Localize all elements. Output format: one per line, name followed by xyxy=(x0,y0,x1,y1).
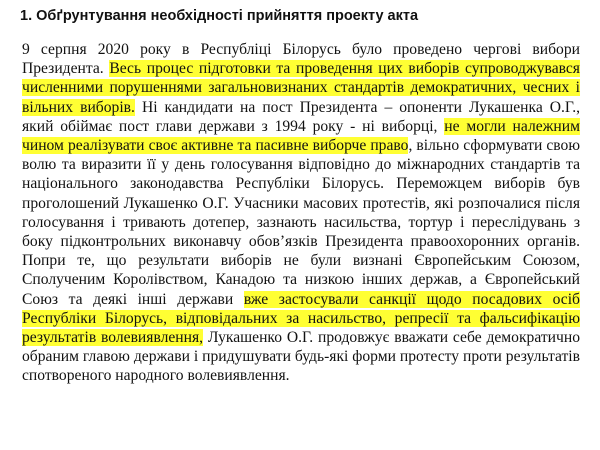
highlighted-text: Весь процес підготовки та проведення цих виборів супроводжувався численними порушеннями загальновизнаних стандартів демократичних, чесних і вільних виборів. xyxy=(22,60,580,116)
text-segment: Лукашенко О.Г. продовжує вважати себе демократично обраним главою держави і придушувати будь-які форми протесту проти результатів спотвореного народного волевиявлення. xyxy=(22,329,580,385)
section-heading: 1. Обґрунтування необхідності прийняття проекту акта xyxy=(20,8,419,24)
text-segment: Ні кандидати на пост Президента – опоненти Лукашенка О.Г., який обіймає пост глави держави з 1994 року - ні виборці, xyxy=(22,98,580,135)
text-segment: , вільно сформувати свою волю та виразити її у день голосування відповідно до міжнародних стандартів та національного законодавства Республіки Білорусь. Переможцем виборів був проголошений Лукашенко О.Г. Учасники масових протестів, які розпочалися після голосування і тривають дотепер, зазнають насильства, тортур і переслідувань з боку підконтрольних виконавчу обов’язків Президента правоохоронних органів. Попри те, що результати виборів не були визнані Європейським Союзом, Сполученим Королівством, Канадою та низкою інших держав, а Європейський Союз та деякі інші держави xyxy=(22,137,580,308)
highlighted-text: не могли належним чином реалізувати своє активне та пасивне виборче право xyxy=(22,117,580,155)
body-paragraph xyxy=(20,40,580,386)
text-segment: 9 серпня 2020 року в Республіці Білорусь було проведено чергові вибори Президента. xyxy=(22,41,580,78)
highlighted-text: вже застосували санкції щодо посадових осіб Республіки Білорусь, відповідальних за насильство, репресії та фальсифікацію результатів волевиявлення, xyxy=(22,290,580,347)
